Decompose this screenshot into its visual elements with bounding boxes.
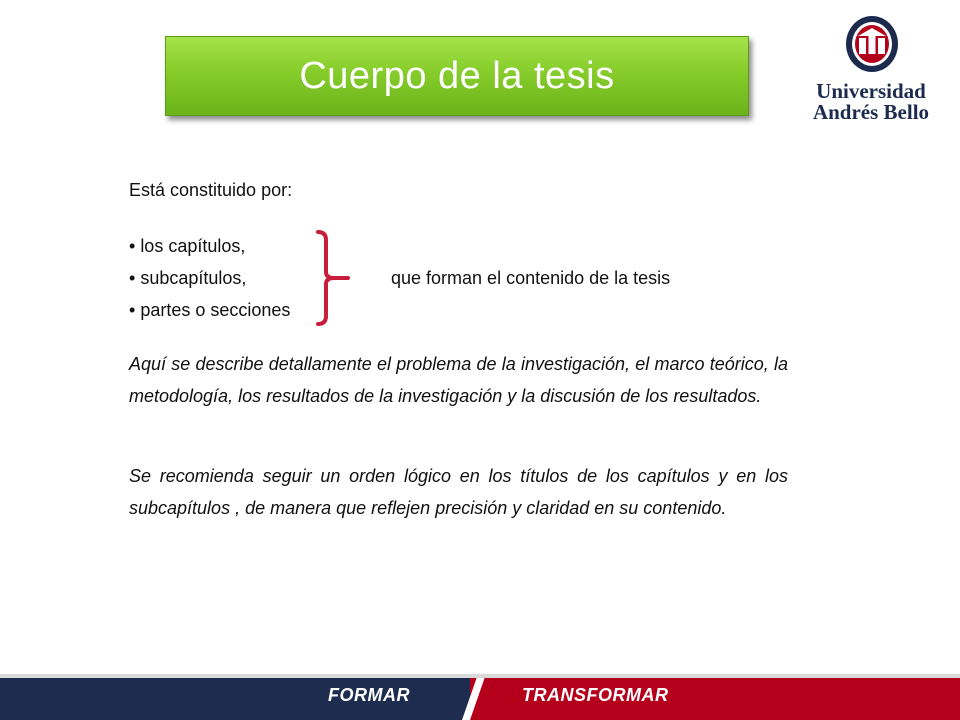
intro-text: Está constituido por:: [129, 180, 293, 200]
footer-divider: [0, 674, 960, 678]
bullet-item: • los capítulos,: [129, 236, 246, 256]
footer-bar: [0, 674, 960, 720]
logo-text-line1: Universidad: [816, 79, 926, 103]
title-banner: [165, 36, 749, 116]
slide-title: Cuerpo de la tesis: [299, 54, 615, 97]
crest-icon: [844, 14, 900, 80]
bullet-label: subcapítulos,: [140, 268, 247, 288]
paragraph-description: Aquí se describe detallamente el problema de la investigación, el marco teórico, la metodología, los resultados de la investigación y la discusión de los resultados.: [129, 354, 788, 406]
bullet-label: partes o secciones: [140, 300, 291, 320]
logo-text-line2: Andrés Bello: [812, 100, 930, 124]
footer-label-transformar: TRANSFORMAR: [522, 685, 669, 705]
university-logo: [808, 10, 934, 126]
bullet-item: • partes o secciones: [129, 300, 291, 320]
bracket-icon: [316, 228, 350, 328]
bracket-note: que forman el contenido de la tesis: [391, 268, 671, 288]
footer-label-formar: FORMAR: [328, 685, 410, 705]
bullet-item: • subcapítulos,: [129, 268, 247, 288]
bullet-label: los capítulos,: [140, 236, 246, 256]
paragraph-recommendation: Se recomienda seguir un orden lógico en los títulos de los capítulos y en los subcapítulos , de manera que reflejen precisión y claridad en su contenido.: [129, 466, 788, 518]
divider-slash-icon: [462, 674, 486, 720]
